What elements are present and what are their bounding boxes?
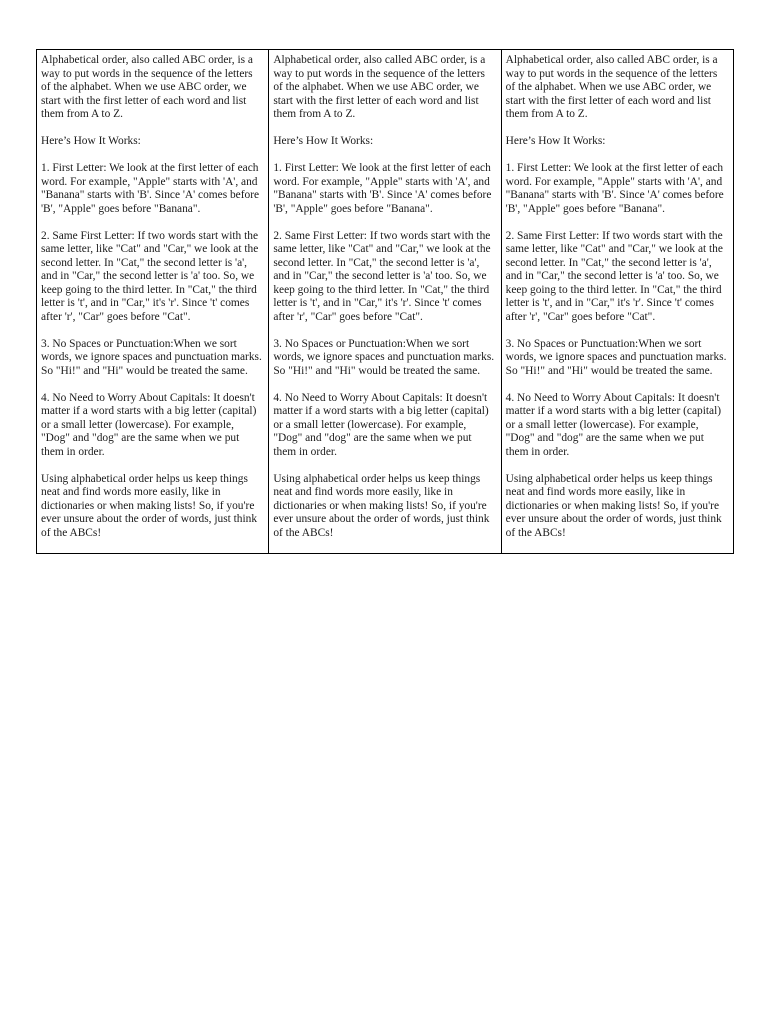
how-it-works-heading: Here’s How It Works: — [505, 135, 606, 147]
rule-no-spaces-punctuation: 3. No Spaces or Punctuation:When we sort words, we ignore spaces and punctuation marks. So "Hi!" and "Hi" would be treated the same. — [273, 337, 495, 377]
rule-no-spaces-punctuation: 3. No Spaces or Punctuation:When we sort words, we ignore spaces and punctuation marks. So "Hi!" and "Hi" would be treated the same. — [41, 337, 262, 377]
intro-paragraph: Alphabetical order, also called ABC order, is a way to put words in the sequence of the letters of the alphabet. When we use ABC order, we start with the first letter of each word and list them from A to Z. — [41, 54, 253, 120]
intro-paragraph: Alphabetical order, also called ABC order, is a way to put words in the sequence of the letters of the alphabet. When we use ABC order, we start with the first letter of each word and list them from A to Z. — [505, 54, 718, 120]
conclusion-paragraph: Using alphabetical order helps us keep things neat and find words more easily, like in dictionaries or when making lists! So, if you're ever unsure about the order of words, just think of the ABCs! — [273, 472, 490, 539]
conclusion-paragraph: Using alphabetical order helps us keep things neat and find words more easily, like in dictionaries or when making lists! So, if you're ever unsure about the order of words, just think of the ABCs! — [505, 472, 722, 539]
handout-table — [36, 49, 734, 554]
handout-column-2 — [269, 50, 501, 554]
rule-same-first-letter: 2. Same First Letter: If two words start with the same letter, like "Cat" and "Car," we look at the second letter. In "Cat," the second letter is 'a', and in "Car," the second letter is 'a' too. So, we keep going to the third letter. In "Cat," the third letter is 't', and in "Car," it's 'r'. Since 't' comes after 'r', "Car" goes before "Cat". — [41, 229, 259, 323]
rule-first-letter: 1. First Letter: We look at the first letter of each word. For example, "Apple" starts with 'A', and "Banana" starts with 'B'. Since 'A' comes before 'B', "Apple" goes before "Banana". — [505, 162, 724, 215]
rule-same-first-letter: 2. Same First Letter: If two words start with the same letter, like "Cat" and "Car," we look at the second letter. In "Cat," the second letter is 'a', and in "Car," the second letter is 'a' too. So, we keep going to the third letter. In "Cat," the third letter is 't', and in "Car," it's 'r'. Since 't' comes after 'r', "Car" goes before "Cat". — [505, 229, 723, 323]
rule-first-letter: 1. First Letter: We look at the first letter of each word. For example, "Apple" starts with 'A', and "Banana" starts with 'B'. Since 'A' comes before 'B', "Apple" goes before "Banana". — [41, 162, 260, 215]
rule-same-first-letter: 2. Same First Letter: If two words start with the same letter, like "Cat" and "Car," we look at the second letter. In "Cat," the second letter is 'a', and in "Car," the second letter is 'a' too. So, we keep going to the third letter. In "Cat," the third letter is 't', and in "Car," it's 'r'. Since 't' comes after 'r', "Car" goes before "Cat". — [273, 229, 491, 323]
how-it-works-heading: Here’s How It Works: — [41, 135, 141, 147]
how-it-works-heading: Here’s How It Works: — [273, 135, 374, 147]
conclusion-paragraph: Using alphabetical order helps us keep things neat and find words more easily, like in dictionaries or when making lists! So, if you're ever unsure about the order of words, just think of the ABCs! — [41, 472, 258, 539]
rule-capitals: 4. No Need to Worry About Capitals: It doesn't matter if a word starts with a big letter (capital) or a small letter (lowercase). For example, "Dog" and "dog" are the same when we put them in order. — [41, 391, 257, 458]
rule-first-letter: 1. First Letter: We look at the first letter of each word. For example, "Apple" starts with 'A', and "Banana" starts with 'B'. Since 'A' comes before 'B', "Apple" goes before "Banana". — [273, 162, 492, 215]
rule-no-spaces-punctuation: 3. No Spaces or Punctuation:When we sort words, we ignore spaces and punctuation marks. So "Hi!" and "Hi" would be treated the same. — [505, 337, 727, 377]
handout-column-1 — [37, 50, 269, 554]
intro-paragraph: Alphabetical order, also called ABC order, is a way to put words in the sequence of the letters of the alphabet. When we use ABC order, we start with the first letter of each word and list them from A to Z. — [273, 54, 486, 120]
handout-column-3 — [501, 50, 733, 554]
rule-capitals: 4. No Need to Worry About Capitals: It doesn't matter if a word starts with a big letter (capital) or a small letter (lowercase). For example, "Dog" and "dog" are the same when we put them in order. — [273, 391, 489, 458]
handout-row — [37, 50, 734, 554]
rule-capitals: 4. No Need to Worry About Capitals: It doesn't matter if a word starts with a big letter (capital) or a small letter (lowercase). For example, "Dog" and "dog" are the same when we put them in order. — [505, 391, 722, 458]
